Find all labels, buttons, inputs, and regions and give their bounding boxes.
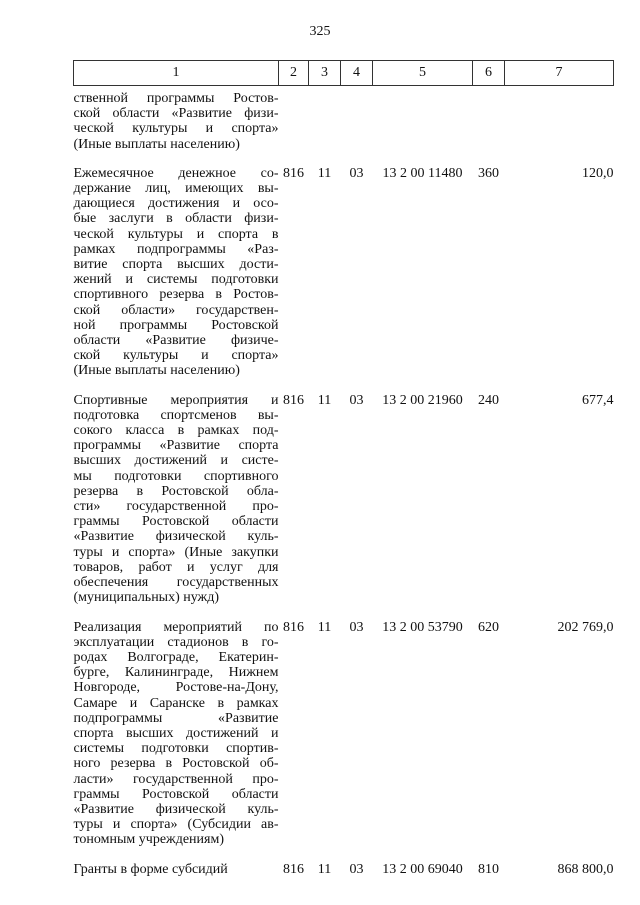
- description-line: Реализация мероприятий по: [73, 619, 279, 635]
- description-line: обеспечения государственных: [73, 575, 279, 591]
- subsection-code: 03: [349, 392, 364, 408]
- description-line: витие спорта высших дости-: [73, 257, 279, 273]
- description-line: товаров, работ и услуг для: [73, 559, 279, 575]
- column-header-5: 5: [373, 61, 473, 86]
- section-code: 11: [317, 392, 332, 408]
- description-line: мы подготовки спортивного: [73, 468, 279, 484]
- description-line: резерва в Ростовской обла-: [73, 483, 279, 499]
- description-line: Ежемесячное денежное со-: [73, 165, 279, 181]
- description-line: спорта высших достижений и: [73, 725, 279, 741]
- row-description: [74, 862, 279, 891]
- description-line: Спортивные мероприятия и: [73, 392, 279, 408]
- ministry-code: 816: [283, 165, 304, 181]
- column-header-3: 3: [309, 61, 341, 86]
- description-line: ской области «Развитие физи-: [73, 106, 279, 122]
- amount: 868 800,0: [557, 861, 614, 877]
- description-line: «Развитие физической куль-: [73, 529, 279, 545]
- description-line: бые заслуги в области физи-: [73, 211, 279, 227]
- description-line: (Иные выплаты населению): [73, 363, 240, 379]
- description-line: ственной программы Ростов-: [73, 91, 279, 106]
- row-description: [74, 620, 279, 862]
- description-line: спортивного резерва в Ростов-: [73, 287, 279, 303]
- ministry-code: 816: [283, 392, 304, 408]
- description-line: ной программы Ростовской: [73, 317, 279, 333]
- description-line: ской культуры и спорта»: [73, 348, 279, 364]
- expense-type-code: 240: [478, 392, 499, 408]
- row-description: [74, 86, 279, 166]
- description-line: Самаре и Саранске в рамках: [73, 695, 279, 711]
- column-header-4: 4: [341, 61, 373, 86]
- table-row: [74, 393, 614, 620]
- description-line: держание лиц, имеющих вы-: [73, 181, 279, 197]
- description-line: туры и спорта» (Иные закупки: [73, 544, 279, 560]
- target-article-code: 13 2 00 11480: [382, 165, 463, 181]
- section-code: 11: [317, 165, 332, 181]
- description-line: ческой культуры и спорта»: [73, 121, 279, 137]
- amount: 677,4: [582, 392, 614, 408]
- page-number: 325: [309, 24, 331, 39]
- section-code: [309, 86, 341, 166]
- description-line: ческой культуры и спорта в: [73, 226, 279, 242]
- budget-table: [73, 60, 614, 891]
- description-line: тономным учреждениям): [73, 832, 224, 848]
- column-header-2: 2: [279, 61, 309, 86]
- description-line: (Иные выплаты населению): [73, 136, 240, 152]
- table-row: [74, 620, 614, 862]
- subsection-code: [341, 86, 373, 166]
- ministry-code: 816: [283, 861, 304, 877]
- description-line: «Развитие физической куль-: [73, 801, 279, 817]
- row-description: [74, 393, 279, 620]
- description-line: ласти» государственной про-: [73, 771, 279, 787]
- description-line: граммы Ростовской области: [73, 514, 279, 530]
- expense-type-code: [473, 86, 505, 166]
- amount: [505, 86, 614, 166]
- description-line: родах Волгограде, Екатерин-: [73, 649, 279, 665]
- section-code: 11: [317, 861, 332, 877]
- expense-type-code: 620: [478, 619, 499, 635]
- description-line: ного резерва в Ростовской об-: [73, 756, 279, 772]
- amount: 202 769,0: [557, 619, 614, 635]
- description-line: сти» государственной про-: [73, 499, 279, 515]
- ministry-code: 816: [283, 619, 304, 635]
- description-line: рамках подпрограммы «Раз-: [73, 241, 279, 257]
- description-line: подпрограммы «Развитие: [73, 710, 279, 726]
- table-row: [74, 862, 614, 891]
- description-line: Новгороде, Ростове-на-Дону,: [73, 680, 279, 696]
- description-line: эксплуатации стадионов в го-: [73, 634, 279, 650]
- description-line: программы «Развитие спорта: [73, 438, 279, 454]
- table-header-row: [74, 61, 614, 86]
- target-article-code: 13 2 00 69040: [382, 861, 463, 877]
- description-line: системы подготовки спортив-: [73, 741, 279, 757]
- description-line: ской области» государствен-: [73, 302, 279, 318]
- table-row: [74, 166, 614, 393]
- subsection-code: 03: [349, 619, 364, 635]
- description-line: дающиеся достижения и осо-: [73, 196, 279, 212]
- description-line: Гранты в форме субсидий: [73, 861, 228, 877]
- description-line: подготовка спортсменов вы-: [73, 407, 279, 423]
- target-article-code: [373, 86, 473, 166]
- row-description: [74, 166, 279, 393]
- subsection-code: 03: [349, 861, 364, 877]
- table-row: [74, 86, 614, 166]
- column-header-1: 1: [74, 61, 279, 86]
- target-article-code: 13 2 00 21960: [382, 392, 463, 408]
- section-code: 11: [317, 619, 332, 635]
- subsection-code: 03: [349, 165, 364, 181]
- description-line: (муниципальных) нужд): [73, 590, 220, 606]
- description-line: сокого класса в рамках под-: [73, 423, 279, 439]
- column-header-7: 7: [505, 61, 614, 86]
- column-header-6: 6: [473, 61, 505, 86]
- amount: 120,0: [582, 165, 614, 181]
- ministry-code: [279, 86, 309, 166]
- description-line: граммы Ростовской области: [73, 786, 279, 802]
- expense-type-code: 810: [478, 861, 499, 877]
- target-article-code: 13 2 00 53790: [382, 619, 463, 635]
- description-line: бурге, Калининграде, Нижнем: [73, 665, 279, 681]
- description-line: жений и системы подготовки: [73, 272, 279, 288]
- description-line: области «Развитие физиче-: [73, 333, 279, 349]
- description-line: высших достижений и систе-: [73, 453, 279, 469]
- expense-type-code: 360: [478, 165, 499, 181]
- description-line: туры и спорта» (Субсидии ав-: [73, 817, 279, 833]
